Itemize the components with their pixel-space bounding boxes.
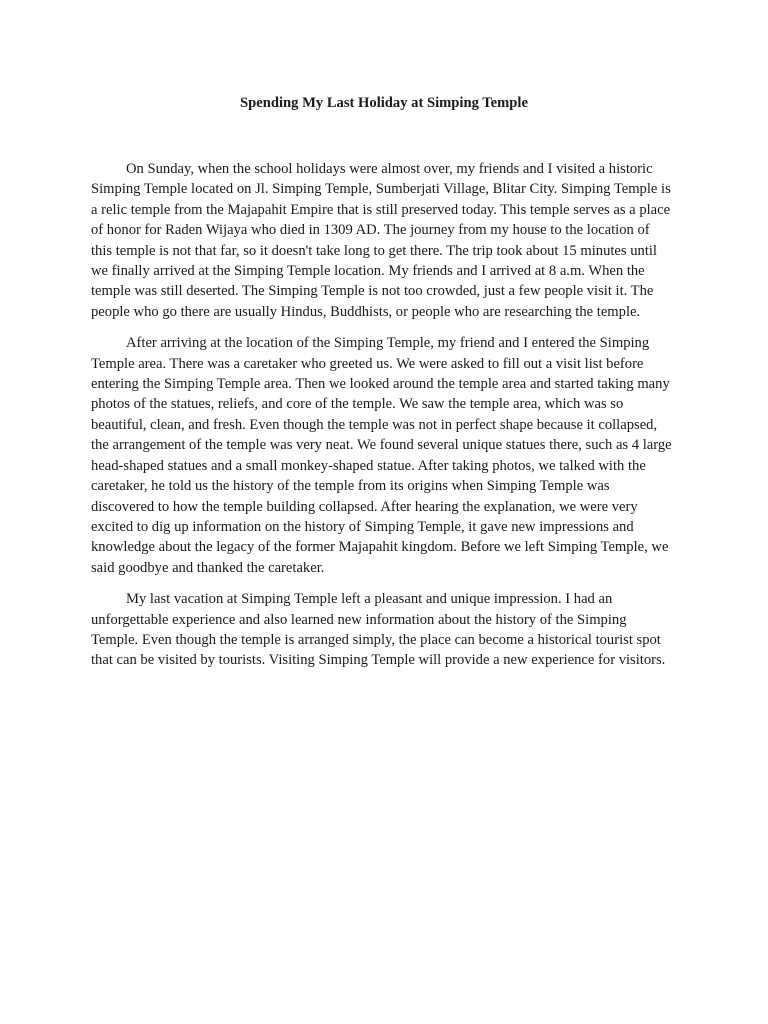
document-body xyxy=(91,159,673,682)
document-title: Spending My Last Holiday at Simping Temple xyxy=(240,95,528,111)
paragraph-3: My last vacation at Simping Temple left a pleasant and unique impression. I had an unforgettable experience and also learned new information about the history of the Simping Temple. Even though the temple is arranged simply, the place can become a historical tourist spot that can be visited by tourists. Visiting Simping Temple will provide a new experience for visitors. xyxy=(91,591,666,669)
paragraph-2: After arriving at the location of the Simping Temple, my friend and I entered the Simping Temple area. There was a caretaker who greeted us. We were asked to fill out a visit list before entering the Simping Temple area. Then we looked around the temple area and started taking many photos of the statues, reliefs, and core of the temple. We saw the temple area, which was so beautiful, clean, and fresh. Even though the temple was not in perfect shape because it collapsed, the arrangement of the temple was very neat. We found several unique statues there, such as 4 large head-shaped statues and a small monkey-shaped statue. After taking photos, we talked with the caretaker, he told us the history of the temple from its origins when Simping Temple was discovered to how the temple building collapsed. After hearing the explanation, we were very excited to dig up information on the history of Simping Temple, it gave new impressions and knowledge about the legacy of the former Majapahit kingdom. Before we left Simping Temple, we said goodbye and thanked the caretaker. xyxy=(91,335,672,576)
paragraph-1: On Sunday, when the school holidays were almost over, my friends and I visited a historic Simping Temple located on Jl. Simping Temple, Sumberjati Village, Blitar City. Simping Temple is a relic temple from the Majapahit Empire that is still preserved today. This temple serves as a place of honor for Raden Wijaya who died in 1309 AD. The journey from my house to the location of this temple is not that far, so it doesn't take long to get there. The trip took about 15 minutes until we finally arrived at the Simping Temple location. My friends and I arrived at 8 a.m. When the temple was still deserted. The Simping Temple is not too crowded, just a few people visit it. The people who go there are usually Hindus, Buddhists, or people who are researching the temple. xyxy=(91,161,671,320)
